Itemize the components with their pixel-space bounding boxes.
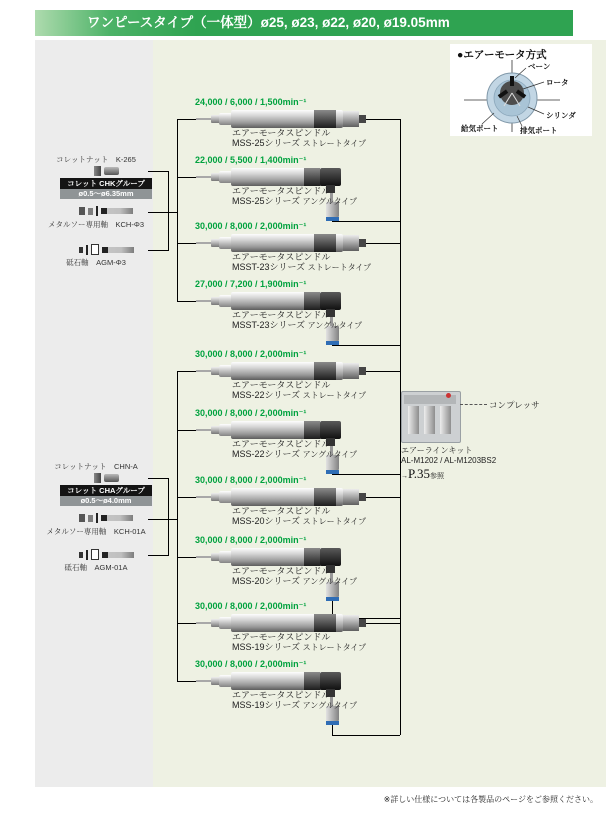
air-line-kit-name: エアーラインキット xyxy=(401,446,473,455)
connector-line xyxy=(177,243,197,244)
connector-line xyxy=(148,519,177,520)
collet-nut-icon-2 xyxy=(60,473,152,483)
saw-arbor-icon-1 xyxy=(60,206,152,216)
connector-line xyxy=(168,171,169,251)
vane-shape xyxy=(510,76,514,86)
product-name: エアーモータスピンドル MSST-23シリーズ ストレートタイプ xyxy=(232,252,372,272)
collet-group-title-1: コレット CHKグループ xyxy=(60,178,152,189)
collet-range-2: ø0.5～ø4.0mm xyxy=(60,496,152,506)
gauge-dot xyxy=(446,393,451,398)
product-spec: 27,000 / 7,200 / 1,900min⁻¹ xyxy=(195,279,307,289)
footer-note: ※詳しい仕様については各製品のページをご参照ください。 xyxy=(383,795,598,804)
air-line-kit-models: AL-M1202 / AL-M1203BS2 xyxy=(401,456,497,465)
connector-line xyxy=(177,301,197,302)
product-spec: 30,000 / 8,000 / 2,000min⁻¹ xyxy=(195,408,307,418)
wheel-arbor-icon-1 xyxy=(60,244,152,255)
product-name: エアーモータスピンドル MSST-23シリーズ アングルタイプ xyxy=(232,310,363,330)
connector-line xyxy=(177,681,197,682)
compressor-dashed-line xyxy=(460,404,487,405)
exhaust-port-label: 排気ポート xyxy=(520,126,558,134)
product-spec: 30,000 / 8,000 / 2,000min⁻¹ xyxy=(195,349,307,359)
connector-line xyxy=(177,623,197,624)
connector-line xyxy=(148,555,168,556)
wheel-arbor-label-1: 砥石軸 AGM-Φ3 xyxy=(66,258,126,267)
product-name: エアーモータスピンドル MSS-19シリーズ ストレートタイプ xyxy=(232,632,367,652)
collet-range-1: ø0.5～ø6.35mm xyxy=(60,189,152,199)
connector-line xyxy=(177,119,178,302)
product-spec: 22,000 / 5,500 / 1,400min⁻¹ xyxy=(195,155,307,165)
saw-arbor-label-1: メタルソー専用軸 KCH-Φ3 xyxy=(48,220,144,229)
saw-arbor-label-2: メタルソー専用軸 KCH-01A xyxy=(46,527,146,536)
product-spec: 30,000 / 8,000 / 2,000min⁻¹ xyxy=(195,535,307,545)
air-line-kit-image xyxy=(401,391,461,443)
page-title-bar xyxy=(35,10,573,36)
cylinder-label: シリンダ xyxy=(546,111,576,120)
collet-nut-icon-1 xyxy=(60,166,152,176)
collet-nut-label-1: コレットナット K-265 xyxy=(56,155,136,164)
connector-line xyxy=(168,478,169,556)
product-name: エアーモータスピンドル MSS-22シリーズ ストレートタイプ xyxy=(232,380,367,400)
product-name: エアーモータスピンドル MSS-25シリーズ アングルタイプ xyxy=(232,186,358,206)
product-spec: 30,000 / 8,000 / 2,000min⁻¹ xyxy=(195,475,307,485)
page-reference: →P.35参照 xyxy=(401,466,445,481)
product-spec: 30,000 / 8,000 / 2,000min⁻¹ xyxy=(195,221,307,231)
product-name: エアーモータスピンドル MSS-20シリーズ アングルタイプ xyxy=(232,566,358,586)
connector-line xyxy=(177,557,197,558)
connector-line xyxy=(177,371,178,682)
product-spec: 30,000 / 8,000 / 2,000min⁻¹ xyxy=(195,659,307,669)
product-name: エアーモータスピンドル MSS-20シリーズ ストレートタイプ xyxy=(232,506,367,526)
wheel-arbor-label-2: 砥石軸 AGM-01A xyxy=(64,563,128,572)
connector-line xyxy=(177,371,197,372)
saw-arbor-icon-2 xyxy=(60,513,152,523)
air-motor-diagram xyxy=(460,58,582,134)
connector-line xyxy=(177,177,197,178)
collet-nut-label-2: コレットナット CHN-A xyxy=(54,462,138,471)
connector-line xyxy=(177,119,197,120)
rotor-label: ロータ xyxy=(546,78,569,87)
wheel-arbor-icon-2 xyxy=(60,549,152,560)
product-name: エアーモータスピンドル MSS-19シリーズ アングルタイプ xyxy=(232,690,358,710)
product-spec: 30,000 / 8,000 / 2,000min⁻¹ xyxy=(195,601,307,611)
collet-column-panel xyxy=(35,40,153,787)
connector-line xyxy=(148,171,168,172)
connector-line xyxy=(177,430,197,431)
product-name: エアーモータスピンドル MSS-22シリーズ アングルタイプ xyxy=(232,439,358,459)
vane-label: ベーン xyxy=(528,62,551,71)
connector-line xyxy=(177,497,197,498)
page-title: ワンピースタイプ（一体型）ø25, ø23, ø22, ø20, ø19.05mm xyxy=(87,15,450,30)
product-name: エアーモータスピンドル MSS-25シリーズ ストレートタイプ xyxy=(232,128,367,148)
product-spec: 24,000 / 6,000 / 1,500min⁻¹ xyxy=(195,97,307,107)
air-motor-title: ●エアーモータ方式 xyxy=(457,49,547,61)
connector-line xyxy=(148,250,168,251)
connector-line xyxy=(332,735,400,736)
connector-line xyxy=(148,478,168,479)
compressor-label: コンプレッサ xyxy=(489,400,540,410)
supply-port-label: 給気ポート xyxy=(461,124,499,133)
connector-line xyxy=(148,212,177,213)
collet-group-title-2: コレット CHAグループ xyxy=(60,485,152,496)
